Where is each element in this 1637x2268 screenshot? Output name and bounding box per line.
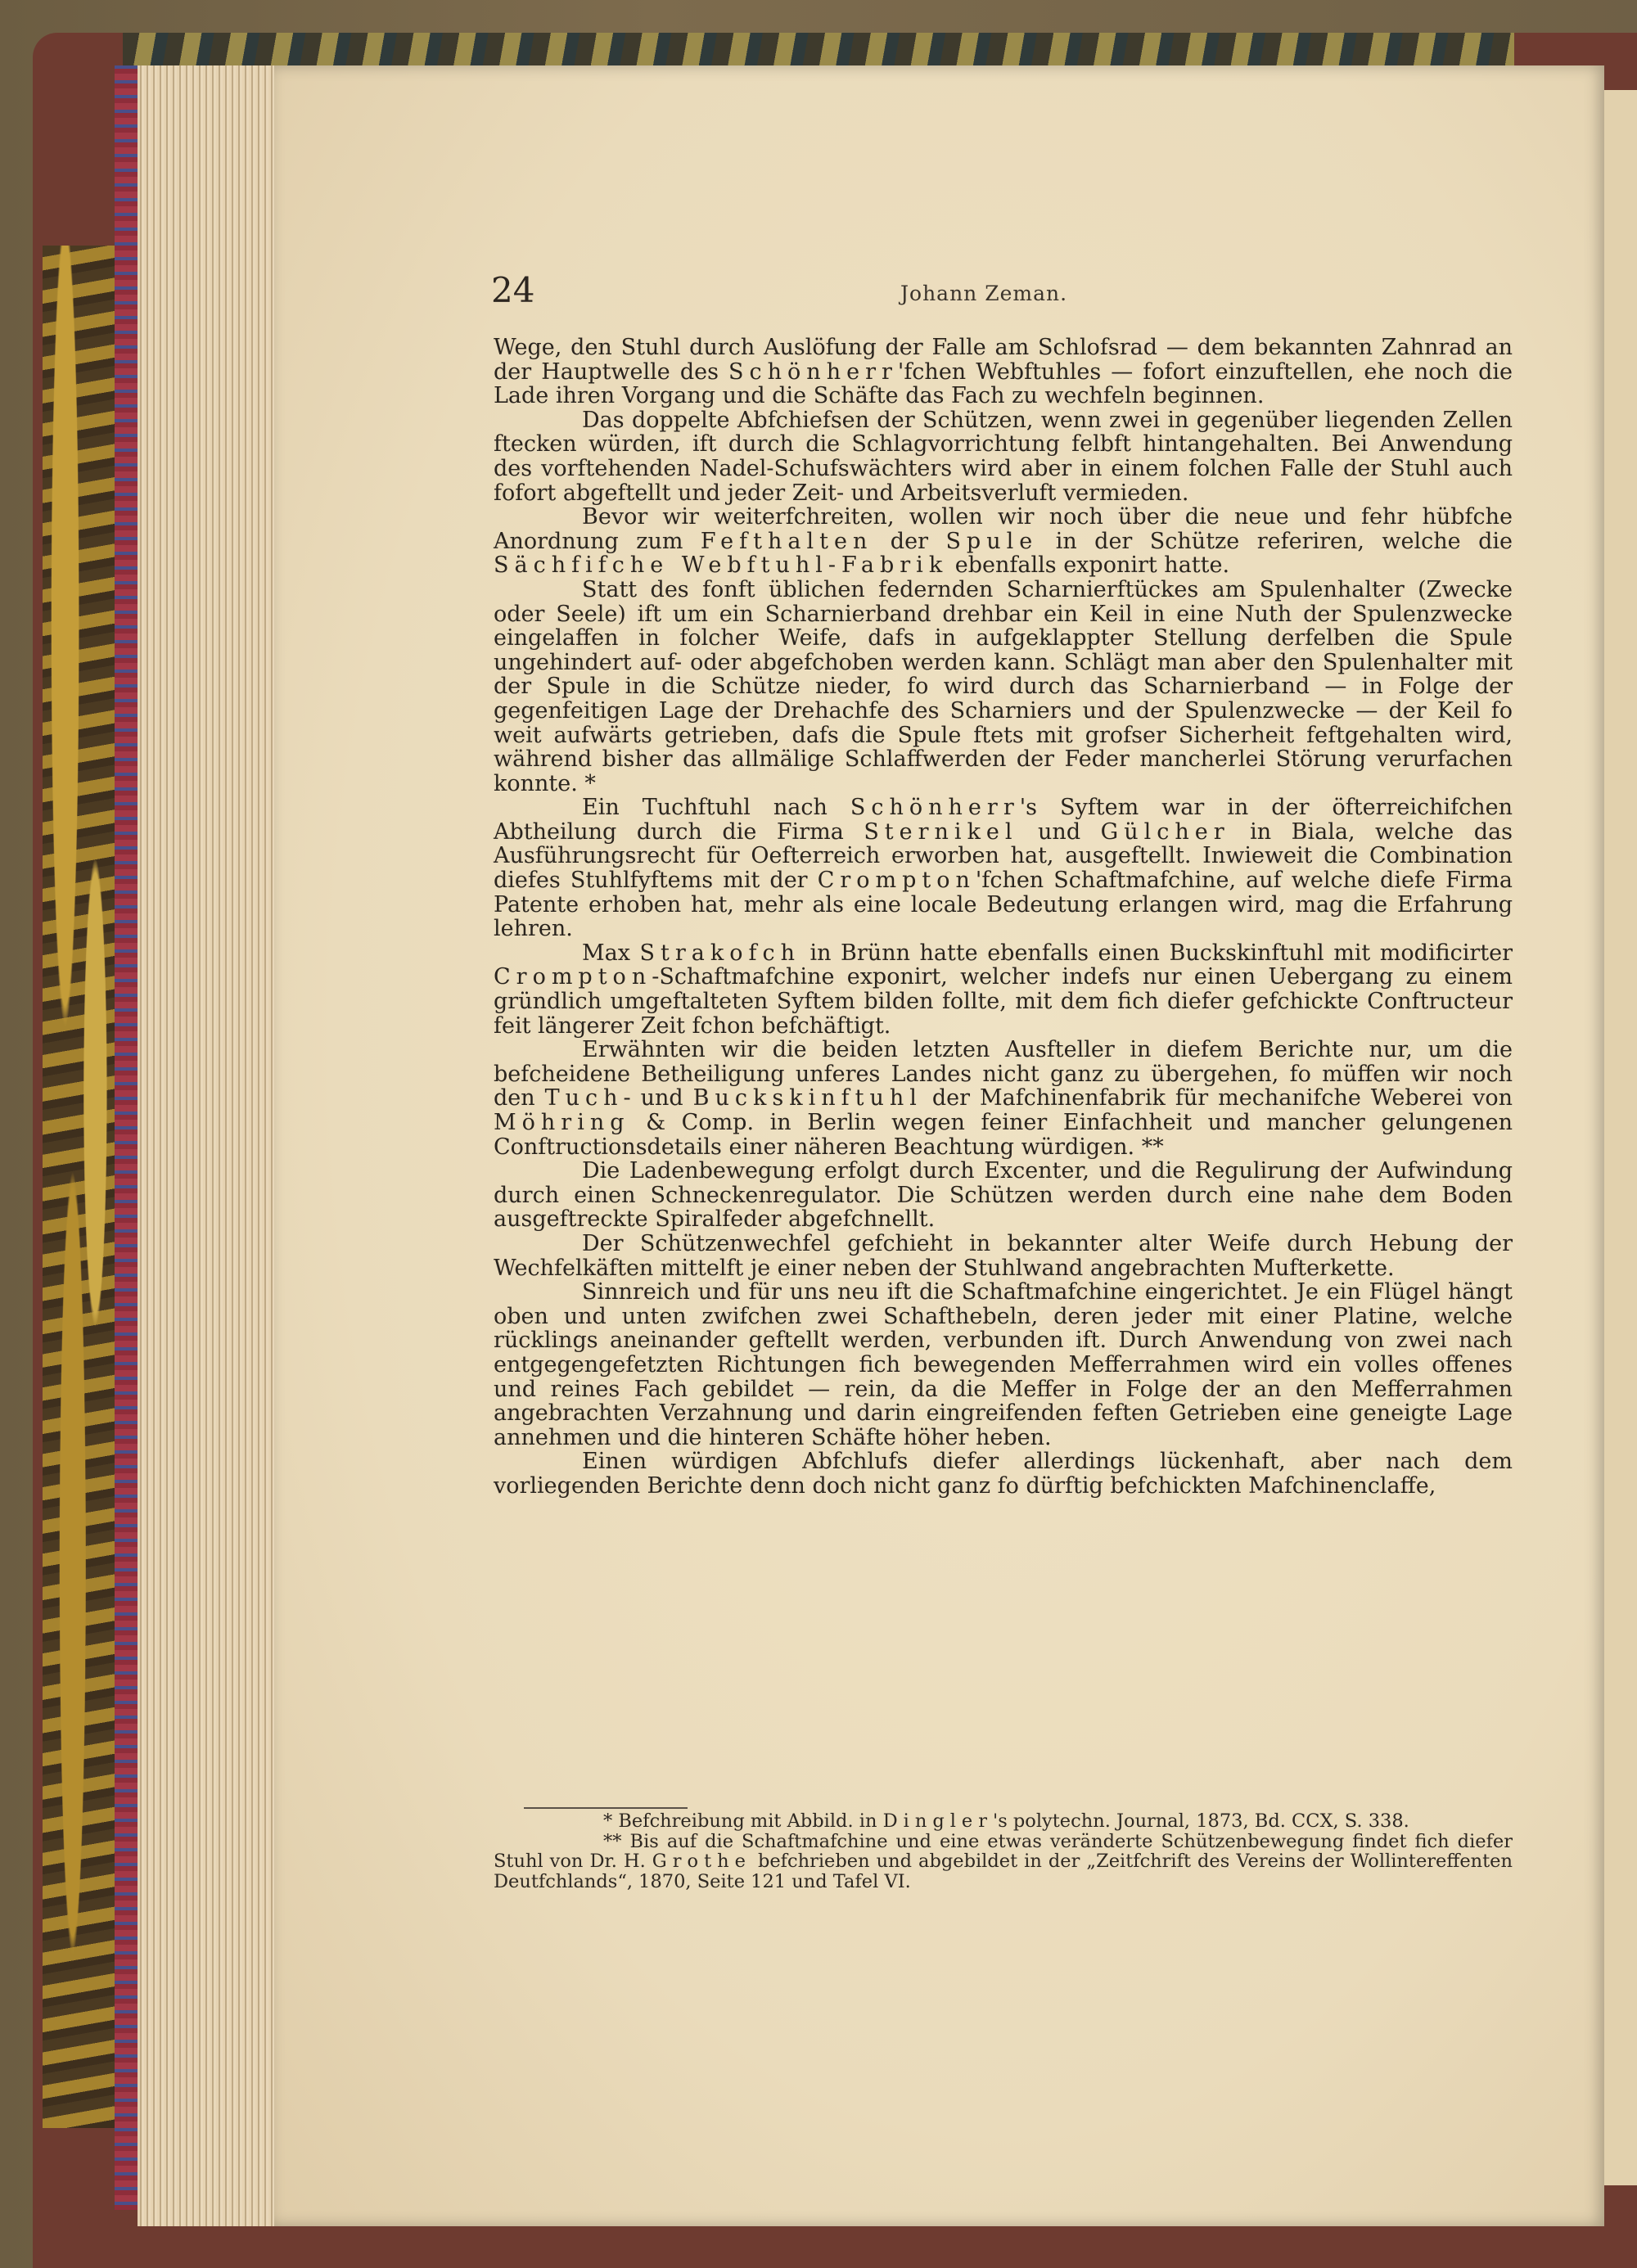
page-edges — [138, 65, 278, 2226]
paragraph — [494, 1159, 1513, 1232]
paragraph — [494, 505, 1513, 578]
running-head — [491, 270, 1555, 327]
text-run: ** Bis auf die Schaftmafchine und eine etwas veränderte Schützenbewegung findet fich diefer Stuhl von Dr. H. — [494, 1830, 1513, 1872]
paragraph — [494, 578, 1513, 796]
text-run: Das doppelte Abfchiefsen der Schützen, wenn zwei in gegenüber liegenden Zellen ftecken würden, ift durch die Schlagvorrichtung felbft hintangehalten. Bei Anwendung des vorftehenden Nadel-Schufswächters wird aber in einem folchen Falle der Stuhl auch fofort abgeftellt und jeder Zeit- und Arbeitsverluft vermieden. — [494, 407, 1513, 506]
footnote — [494, 1811, 1513, 1832]
spaced-name: Sternikel — [864, 818, 1018, 845]
marbled-endpaper — [43, 246, 118, 2128]
spaced-name: Tuch — [544, 1085, 624, 1111]
paragraph — [494, 336, 1513, 408]
text-run: befchrieben und abgebildet in der „Zeitfchrift des Vereins der Wollintereffenten Deutfchlands“, 1870, Seite 121 und Tafel VI. — [494, 1851, 1513, 1892]
spaced-name: Spule — [945, 528, 1039, 554]
paragraph — [494, 1038, 1513, 1159]
text-run: Statt des fonft üblichen federnden Scharnierftückes am Spulenhalter (Zwecke oder Seele) ift um ein Scharnierband drehbar ein Keil in eine Nuth der Spulenzwecke eingelaffen in folcher Weife, dafs in aufgeklappter Stellung derfelben die Spule ungehindert auf- oder abgefchoben werden kann. Schlägt man aber den Spulenhalter mit der Spule in die Schütze nieder, fo wird durch das Scharnierband — in Folge der gegenfeitigen Lage der Drehachfe des Scharniers und der Spulenzwecke — der Keil fo weit aufwärts getrieben, dafs die Spule ftets mit grofser Sicherheit feftgehalten wird, während bisher das allmälige Schlaffwerden der Feder mancherlei Störung verurfachen konnte. * — [494, 576, 1513, 796]
text-run: 'fchen Schaftmafchine, auf welche diefe Firma Patente erhoben hat, mehr als eine locale Bedeutung erlangen wird, mag die Erfahrung lehren. — [494, 868, 1513, 942]
spaced-name: Dingler — [882, 1810, 994, 1832]
paragraph — [494, 1280, 1513, 1450]
text-run: 'fchen Webftuhles — fofort einzuftellen, ehe noch die Lade ihren Vorgang und die Schäfte das Fach zu wechfeln beginnen. — [494, 358, 1513, 409]
paragraph — [494, 941, 1513, 1038]
text-run: in Biala, welche das Ausführungsrecht für Oefterreich erworben hat, ausgeftellt. Inwieweit die Combination diefes Stuhlfyftems mit der — [494, 818, 1513, 894]
spaced-name: Gülcher — [1100, 818, 1230, 845]
text-run: Bevor wir weiterfchreiten, wollen wir noch über die neue und fehr hübfche Anordnung zum — [494, 504, 1513, 554]
text-run: Einen würdigen Abfchlufs diefer allerdings lückenhaft, aber nach dem vorliegenden Berichte denn doch nicht ganz fo dürftig befchickten Mafchinenclaffe, — [494, 1449, 1513, 1499]
text-run: 's Syftem war in der öfterreichifchen Abtheilung durch die Firma — [494, 795, 1513, 845]
text-run: -Schaftmafchine exponirt, welcher indefs nur einen Uebergang zu einem gründlich umgeftalteten Syftem bilden follte, mit dem fich diefer gefchickte Conftructeur feit längerer Zeit fchon befchäftigt. — [494, 964, 1513, 1039]
page-number: 24 — [491, 270, 535, 310]
paragraph — [494, 796, 1513, 941]
text-run: - und — [623, 1085, 693, 1111]
text-run: in Brünn hatte ebenfalls einen Buckskinftuhl mit modificirter — [800, 940, 1513, 966]
spaced-name: Schönherr — [728, 358, 898, 385]
spine-edge — [115, 65, 139, 2210]
spaced-name: Fefthalten — [700, 528, 873, 554]
paragraph — [494, 408, 1513, 505]
spaced-name: Strakofch — [639, 940, 800, 966]
spaced-name: Crompton — [494, 964, 652, 990]
spaced-name: Sächfifche Webftuhl-Fabrik — [494, 552, 949, 579]
text-run: Die Ladenbewegung erfolgt durch Excenter, und die Regulirung der Aufwindung durch einen Schneckenregulator. Die Schützen werden durch eine nahe dem Boden ausgeftreckte Spiralfeder abgefchnellt. — [494, 1158, 1513, 1233]
paragraph — [494, 1232, 1513, 1280]
text-run: * Befchreibung mit Abbild. in — [603, 1810, 883, 1832]
top-edge-marbling — [123, 33, 1514, 65]
text-run: 's polytechn. Journal, 1873, Bd. CCX, S. 338. — [993, 1810, 1409, 1832]
text-run: Sinnreich und für uns neu ift die Schaftmafchine eingerichtet. Je ein Flügel hängt oben und unten zwifchen zwei Schafthebeln, deren jeder mit einer Platine, welche rücklings aneinander geftellt werden, verbunden ift. Durch Anwendung von zwei nach entgegengefetzten Richtungen fich bewegenden Mefferrahmen wird ein volles offenes und reines Fach gebildet — rein, da die Meffer in Folge der an den Mefferrahmen angebrachten Verzahnung und darin eingreifenden feften Getrieben eine geneigte Lage annehmen und die hinteren Schäfte höher heben. — [494, 1279, 1513, 1450]
text-run: Ein Tuchftuhl nach — [582, 795, 850, 821]
text-run: Der Schützenwechfel gefchieht in bekannter alter Weife durch Hebung der Wechfelkäften mittelft je einer neben der Stuhlwand angebrachten Mufterkette. — [494, 1230, 1513, 1281]
text-run: Wege, den Stuhl durch Auslöfung der Falle am Schlofsrad — dem bekannten Zahnrad an der Hauptwelle des — [494, 335, 1513, 385]
text-run: Erwähnten wir die beiden letzten Ausfteller in diefem Berichte nur, um die befcheidene Betheiligung unferes Landes nicht ganz zu übergehen, fo müffen wir noch den — [494, 1037, 1513, 1111]
text-run: der Mafchinenfabrik für mechanifche Weberei von — [922, 1085, 1513, 1111]
text-run: in der Schütze referiren, welche die — [1038, 528, 1513, 554]
text-run: & Comp. in Berlin wegen feiner Einfachheit und mancher gelungenen Conftructionsdetails einer näheren Beachtung würdigen. ** — [494, 1110, 1513, 1160]
paragraph — [494, 1450, 1513, 1498]
text-run: und — [1017, 818, 1101, 845]
text-run: Max — [582, 940, 640, 966]
footnotes — [494, 1811, 1513, 1892]
footnote — [494, 1832, 1513, 1892]
text-run: der — [873, 528, 946, 554]
spaced-name: Möhring — [494, 1110, 630, 1135]
body-text — [494, 336, 1513, 1760]
spaced-name: Crompton — [817, 868, 976, 894]
text-run: ebenfalls exponirt hatte. — [948, 552, 1230, 579]
spaced-name: Grothe — [652, 1851, 751, 1872]
running-title: Johann Zeman. — [900, 282, 1068, 305]
footnote-rule — [524, 1807, 688, 1809]
spaced-name: Schönherr — [850, 795, 1020, 821]
spaced-name: Buckskinftuhl — [692, 1085, 922, 1111]
